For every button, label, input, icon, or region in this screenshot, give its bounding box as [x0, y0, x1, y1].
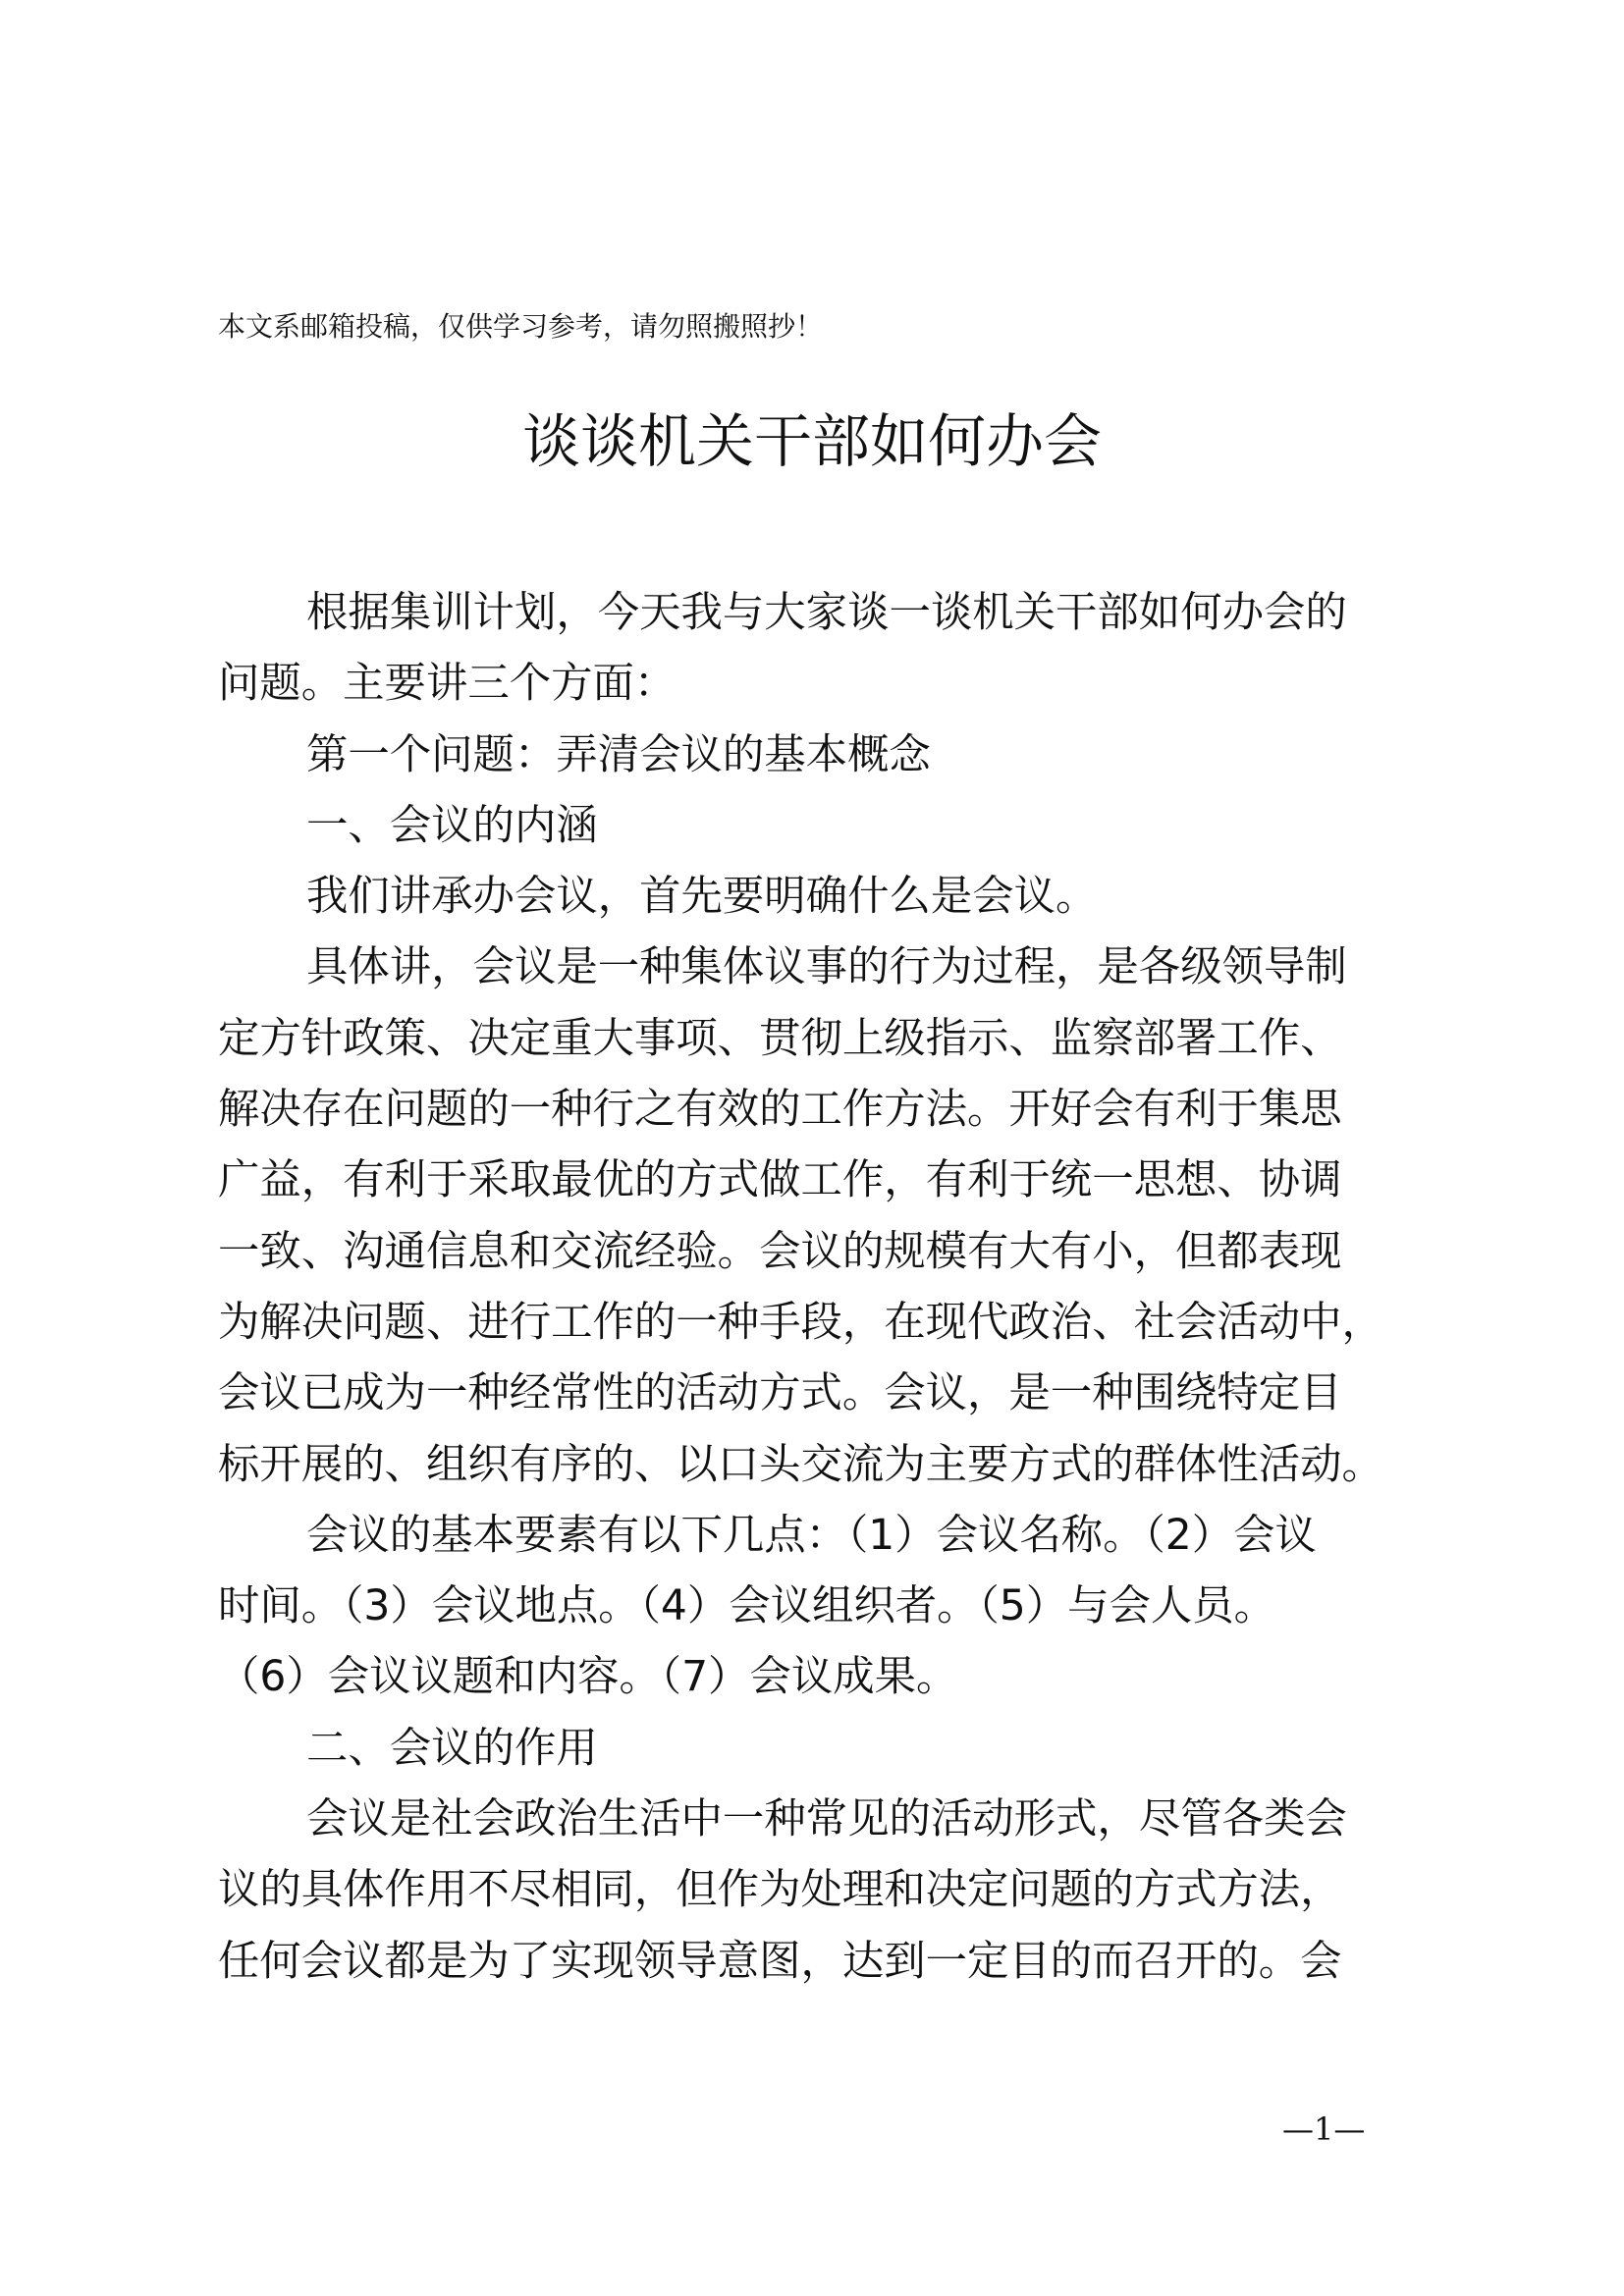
body-line: 具体讲，会议是一种集体议事的行为过程，是各级领导制: [306, 942, 1347, 991]
body-line: 标开展的、组织有序的、以口头交流为主要方式的群体性活动。: [218, 1439, 1383, 1488]
body-line: 会议已成为一种经常性的活动方式。会议，是一种围绕特定目: [218, 1368, 1342, 1417]
page-number: —1—: [1282, 2110, 1366, 2148]
body-line: 问题。主要讲三个方面：: [218, 659, 677, 708]
body-line: 广益，有利于采取最优的方式做工作，有利于统一思想、协调: [218, 1155, 1342, 1204]
body-line: 会议是社会政治生活中一种常见的活动形式，尽管各类会: [306, 1794, 1347, 1843]
document-title: 谈谈机关干部如何办会: [521, 407, 1102, 475]
document-body: [218, 577, 1445, 1997]
body-line: 我们讲承办会议，首先要明确什么是会议。: [306, 872, 1098, 921]
section-heading: 第一个问题：弄清会议的基本概念: [306, 729, 931, 778]
body-line: 任何会议都是为了实现领导意图，达到一定目的而召开的。会: [218, 1936, 1342, 1985]
body-line: 解决存在问题的一种行之有效的工作方法。开好会有利于集思: [218, 1085, 1342, 1134]
body-line: （6）会议议题和内容。（7）会议成果。: [218, 1652, 958, 1701]
body-line: 根据集训计划，今天我与大家谈一谈机关干部如何办会的: [306, 588, 1347, 636]
body-line: 议的具体作用不尽相同，但作为处理和决定问题的方式方法，: [218, 1865, 1342, 1914]
body-line: 一致、沟通信息和交流经验。会议的规模有大有小，但都表现: [218, 1226, 1342, 1275]
notice-text: 本文系邮箱投稿，仅供学习参考，请勿照搬照抄！: [218, 310, 824, 343]
body-line: 为解决问题、进行工作的一种手段，在现代政治、社会活动中，: [218, 1297, 1383, 1346]
subsection-heading: 二、会议的作用: [306, 1723, 598, 1772]
subsection-heading: 一、会议的内涵: [306, 800, 598, 849]
body-line: 时间。（3）会议地点。（4）会议组织者。（5）与会人员。: [218, 1581, 1276, 1630]
body-line: 定方针政策、决定重大事项、贯彻上级指示、监察部署工作、: [218, 1013, 1342, 1062]
body-line: 会议的基本要素有以下几点：（1）会议名称。（2）会议: [306, 1510, 1317, 1559]
